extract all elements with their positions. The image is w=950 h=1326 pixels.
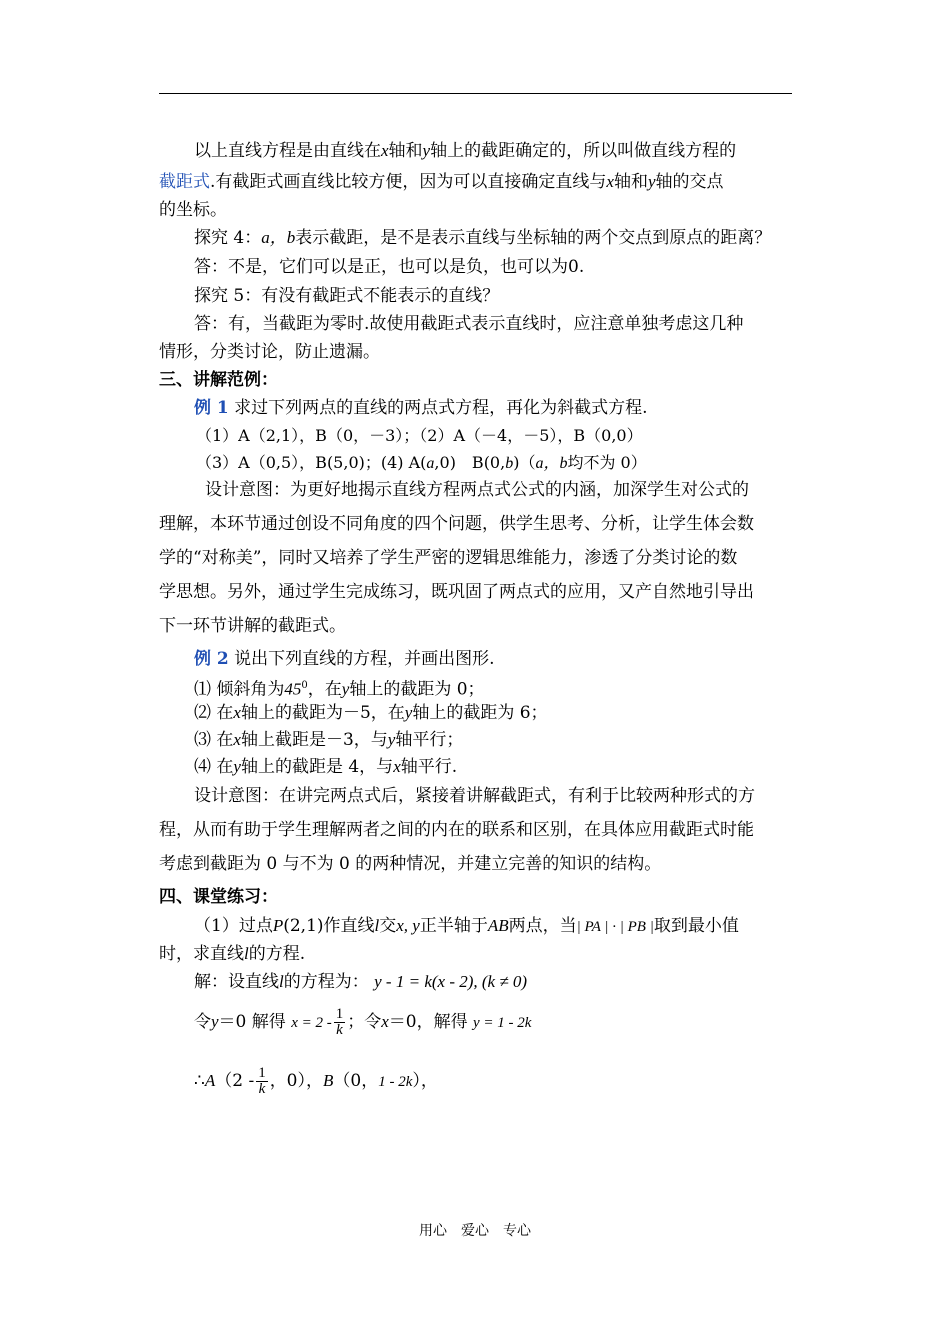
exercise-line: （1）过点P(2,1)作直线l交x, y正半轴于AB两点，当| PA | · | PB |取到最小值 — [194, 916, 739, 936]
paragraph-line: 截距式.有截距式画直线比较方便，因为可以直接确定直线与x轴和y轴的交点 — [159, 172, 724, 192]
header-rule — [159, 93, 792, 94]
section-heading-4: 四、课堂练习： — [159, 887, 278, 907]
example-1-row-1: （1）A（2,1），B（0，－3）；（2）A（－4，－5），B（0,0） — [196, 426, 643, 445]
design-intent-2-line: 程，从而有助于学生理解两者之间的内在的联系和区别，在具体应用截距式时能 — [159, 820, 754, 840]
example-1-row-2: （3）A（0,5），B(5,0)；(4) A(a,0) B(0,b)（a，b均不为 0） — [196, 453, 647, 472]
design-intent-2-line: 设计意图：在讲完两点式后，紧接着讲解截距式，有利于比较两种形式的方 — [194, 786, 755, 806]
intercept-form-link[interactable]: 截距式 — [159, 172, 210, 192]
answer-5-cont: 情形，分类讨论，防止遗漏。 — [159, 342, 380, 362]
exercise-line: 时，求直线l的方程. — [159, 944, 306, 964]
page-footer: 用心 爱心 专心 — [419, 1223, 531, 1239]
example-2-item-3: ⑶ 在x轴上截距是－3，与y轴平行； — [194, 730, 464, 750]
design-intent-2-line: 考虑到截距为 0 与不为 0 的两种情况，并建立完善的知识的结构。 — [159, 854, 662, 874]
solution-line-3: ∴A（2 - $\frac{1}{k}$ ，0），B（0，1 - 2k）， — [194, 1065, 438, 1097]
example-2-item-2: ⑵ 在x轴上的截距为－5，在y轴上的截距为 6； — [194, 703, 548, 723]
design-intent-line: 下一环节讲解的截距式。 — [159, 616, 346, 636]
example-2-item-1: ⑴ 倾斜角为$45^0$，在y轴上的截距为 0； — [194, 679, 485, 700]
example-2-item-4: ⑷ 在y轴上的截距是 4，与x轴平行. — [194, 757, 458, 777]
answer-5: 答：有，当截距为零时.故使用截距式表示直线时，应注意单独考虑这几种 — [194, 314, 744, 334]
design-intent-line: 学的“对称美”，同时又培养了学生严密的逻辑思维能力，渗透了分类讨论的数 — [159, 548, 738, 568]
question-4: 探究 4：a，b表示截距，是不是表示直线与坐标轴的两个交点到原点的距离？ — [194, 228, 772, 248]
design-intent-line: 学思想。另外，通过学生完成练习，既巩固了两点式的应用，又产自然地引导出 — [159, 582, 754, 602]
design-intent-line: 设计意图：为更好地揭示直线方程两点式公式的内涵，加深学生对公式的 — [205, 480, 749, 500]
paragraph-line: 以上直线方程是由直线在x轴和y轴上的截距确定的，所以叫做直线方程的 — [194, 141, 737, 161]
example-2: 例 2 说出下列直线的方程，并画出图形. — [194, 649, 495, 669]
section-heading-3: 三、讲解范例： — [159, 370, 278, 390]
fraction: $\frac{1}{k}$ — [258, 1065, 266, 1097]
answer-4: 答：不是，它们可以是正，也可以是负，也可以为0. — [194, 257, 585, 277]
fraction: $\frac{1}{k}$ — [335, 1006, 344, 1038]
example-1: 例 1 求过下列两点的直线的两点式方程，再化为斜截式方程. — [194, 398, 648, 418]
solution-line-1: 解：设直线l的方程为： y - 1 = k(x - 2), (k ≠ 0) — [194, 972, 528, 992]
question-5: 探究 5：有没有截距式不能表示的直线？ — [194, 286, 500, 306]
solution-line-2: 令y＝0 解得 x = 2 - $\frac{1}{k}$ ；令x＝0，解得 y = 1 - 2k — [194, 1006, 532, 1038]
paragraph-line: 的坐标。 — [159, 200, 227, 220]
design-intent-line: 理解，本环节通过创设不同角度的四个问题，供学生思考、分析，让学生体会数 — [159, 514, 754, 534]
